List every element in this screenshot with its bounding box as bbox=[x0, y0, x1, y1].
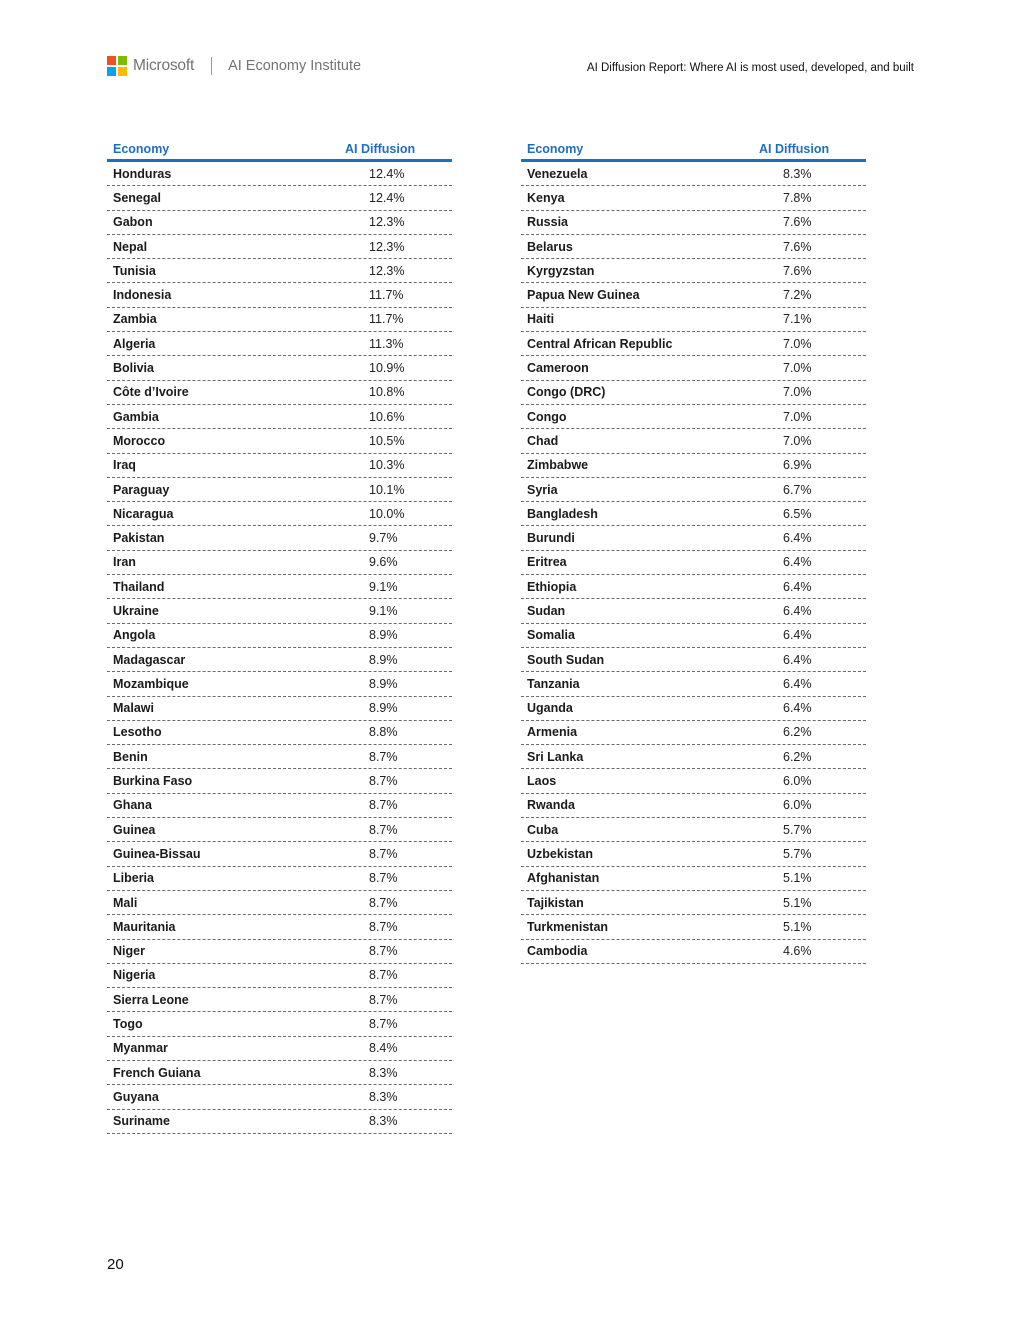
table-row bbox=[521, 356, 866, 380]
diffusion-value: 12.4% bbox=[369, 190, 405, 205]
table-row bbox=[107, 818, 452, 842]
table-row bbox=[521, 624, 866, 648]
economy-name: Venezuela bbox=[527, 166, 588, 181]
table-row bbox=[107, 259, 452, 283]
table-row bbox=[107, 332, 452, 356]
diffusion-value: 12.4% bbox=[369, 166, 405, 181]
table-row bbox=[521, 818, 866, 842]
diffusion-value: 8.4% bbox=[369, 1041, 398, 1056]
economy-name: South Sudan bbox=[527, 652, 605, 667]
economy-name: Honduras bbox=[113, 166, 172, 181]
institute-name: AI Economy Institute bbox=[228, 58, 362, 74]
table-row bbox=[521, 721, 866, 745]
economy-name: Syria bbox=[527, 482, 558, 497]
economy-name: Côte d’Ivoire bbox=[113, 385, 189, 400]
economy-name: Niger bbox=[113, 944, 145, 959]
economy-name: Paraguay bbox=[113, 482, 170, 497]
diffusion-value: 8.7% bbox=[369, 919, 398, 934]
diffusion-value: 8.9% bbox=[369, 652, 398, 667]
table-row bbox=[521, 575, 866, 599]
economy-name: Myanmar bbox=[113, 1041, 168, 1056]
column-header-economy: Economy bbox=[113, 141, 170, 156]
economy-name: Ethiopia bbox=[527, 579, 577, 594]
diffusion-value: 7.6% bbox=[783, 215, 812, 230]
economy-name: Congo (DRC) bbox=[527, 385, 606, 400]
microsoft-squares-icon bbox=[107, 56, 127, 76]
diffusion-value: 6.2% bbox=[783, 725, 812, 740]
table-row bbox=[521, 794, 866, 818]
diffusion-value: 12.3% bbox=[369, 215, 405, 230]
economy-name: Ghana bbox=[113, 798, 152, 813]
diffusion-value: 6.4% bbox=[783, 628, 812, 643]
table-row bbox=[107, 478, 452, 502]
diffusion-value: 4.6% bbox=[783, 944, 812, 959]
diffusion-value: 7.1% bbox=[783, 312, 812, 327]
diffusion-value: 7.0% bbox=[783, 336, 812, 351]
table-row bbox=[521, 381, 866, 405]
table-row bbox=[107, 599, 452, 623]
economy-name: Pakistan bbox=[113, 531, 165, 546]
table-row bbox=[107, 283, 452, 307]
diffusion-value: 7.8% bbox=[783, 190, 812, 205]
diffusion-value: 6.9% bbox=[783, 458, 812, 473]
table-row bbox=[521, 429, 866, 453]
diffusion-value: 10.8% bbox=[369, 385, 405, 400]
table-row bbox=[107, 502, 452, 526]
column-header-diffusion: AI Diffusion bbox=[345, 141, 416, 156]
table-row bbox=[521, 915, 866, 939]
diffusion-value: 6.0% bbox=[783, 798, 812, 813]
diffusion-value: 8.3% bbox=[369, 1065, 398, 1080]
economy-name: Benin bbox=[113, 749, 148, 764]
diffusion-value: 12.3% bbox=[369, 263, 405, 278]
diffusion-value: 8.7% bbox=[369, 871, 398, 886]
economy-name: Uzbekistan bbox=[527, 846, 593, 861]
economy-name: Senegal bbox=[113, 190, 161, 205]
table-row bbox=[107, 940, 452, 964]
table-row bbox=[107, 648, 452, 672]
diffusion-value: 11.3% bbox=[369, 336, 404, 351]
diffusion-value: 8.7% bbox=[369, 968, 398, 983]
table-row bbox=[107, 794, 452, 818]
diffusion-value: 6.4% bbox=[783, 603, 812, 618]
diffusion-value: 8.7% bbox=[369, 944, 398, 959]
economy-name: Cuba bbox=[527, 822, 559, 837]
table-row bbox=[521, 745, 866, 769]
economy-name: Mali bbox=[113, 895, 138, 910]
table-row bbox=[107, 867, 452, 891]
economy-name: Rwanda bbox=[527, 798, 575, 813]
economy-name: Burundi bbox=[527, 531, 575, 546]
economy-name: Guinea bbox=[113, 822, 156, 837]
page-header bbox=[0, 0, 1020, 100]
table-row bbox=[107, 1012, 452, 1036]
table-row bbox=[107, 769, 452, 793]
table-row bbox=[107, 745, 452, 769]
table-row bbox=[521, 502, 866, 526]
table-row bbox=[107, 672, 452, 696]
economy-name: Russia bbox=[527, 215, 568, 230]
economy-name: Guinea-Bissau bbox=[113, 846, 201, 861]
diffusion-value: 5.7% bbox=[783, 822, 812, 837]
diffusion-value: 5.1% bbox=[783, 895, 812, 910]
diffusion-value: 6.2% bbox=[783, 749, 812, 764]
table-row bbox=[521, 842, 866, 866]
economy-name: Kyrgyzstan bbox=[527, 263, 595, 278]
table-row bbox=[107, 697, 452, 721]
diffusion-value: 8.7% bbox=[369, 798, 398, 813]
economy-name: Morocco bbox=[113, 433, 166, 448]
table-row bbox=[107, 842, 452, 866]
economy-name: Angola bbox=[113, 628, 156, 643]
diffusion-value: 8.7% bbox=[369, 749, 398, 764]
table-row bbox=[107, 356, 452, 380]
table-row bbox=[521, 867, 866, 891]
economy-name: Belarus bbox=[527, 239, 573, 254]
economy-name: Cambodia bbox=[527, 944, 588, 959]
diffusion-table-right bbox=[521, 138, 866, 964]
economy-name: Algeria bbox=[113, 336, 156, 351]
economy-name: Tanzania bbox=[527, 676, 580, 691]
economy-name: Uganda bbox=[527, 701, 573, 716]
diffusion-value: 8.7% bbox=[369, 822, 398, 837]
table-row bbox=[107, 211, 452, 235]
table-row bbox=[521, 186, 866, 210]
table-row bbox=[107, 1061, 452, 1085]
economy-name: Laos bbox=[527, 774, 557, 789]
diffusion-value: 6.7% bbox=[783, 482, 812, 497]
diffusion-value: 10.0% bbox=[369, 506, 405, 521]
diffusion-value: 6.4% bbox=[783, 676, 812, 691]
economy-name: Indonesia bbox=[113, 288, 172, 303]
table-row bbox=[107, 186, 452, 210]
economy-name: Bolivia bbox=[113, 361, 154, 376]
diffusion-value: 6.0% bbox=[783, 774, 812, 789]
diffusion-value: 9.7% bbox=[369, 531, 398, 546]
diffusion-value: 8.3% bbox=[369, 1089, 398, 1104]
economy-name: Nicaragua bbox=[113, 506, 174, 521]
table-header bbox=[521, 138, 866, 162]
table-row bbox=[107, 381, 452, 405]
table-row bbox=[107, 308, 452, 332]
economy-name: Sierra Leone bbox=[113, 992, 189, 1007]
economy-name: Mozambique bbox=[113, 676, 189, 691]
diffusion-value: 10.5% bbox=[369, 433, 405, 448]
table-body bbox=[107, 162, 452, 1134]
diffusion-value: 9.1% bbox=[369, 579, 398, 594]
economy-name: Iraq bbox=[113, 458, 136, 473]
diffusion-value: 8.3% bbox=[783, 166, 812, 181]
diffusion-value: 6.4% bbox=[783, 555, 812, 570]
column-header-economy: Economy bbox=[527, 141, 584, 156]
diffusion-value: 7.0% bbox=[783, 409, 812, 424]
table-row bbox=[521, 648, 866, 672]
report-title: AI Diffusion Report: Where AI is most used, developed, and built bbox=[586, 62, 914, 74]
economy-name: Madagascar bbox=[113, 652, 186, 667]
table-row bbox=[107, 235, 452, 259]
table-row bbox=[107, 575, 452, 599]
diffusion-value: 8.7% bbox=[369, 774, 398, 789]
diffusion-value: 11.7% bbox=[369, 312, 404, 327]
economy-name: Zambia bbox=[113, 312, 157, 327]
economy-name: Liberia bbox=[113, 871, 154, 886]
economy-name: Suriname bbox=[113, 1114, 170, 1129]
table-row bbox=[521, 697, 866, 721]
economy-name: Ukraine bbox=[113, 603, 159, 618]
column-header-diffusion: AI Diffusion bbox=[759, 141, 830, 156]
diffusion-value: 6.4% bbox=[783, 579, 812, 594]
table-row bbox=[521, 308, 866, 332]
table-row bbox=[107, 551, 452, 575]
diffusion-value: 6.4% bbox=[783, 531, 812, 546]
economy-name: Kenya bbox=[527, 190, 565, 205]
table-row bbox=[521, 769, 866, 793]
economy-name: Afghanistan bbox=[527, 871, 600, 886]
diffusion-value: 8.9% bbox=[369, 676, 398, 691]
economy-name: Cameroon bbox=[527, 361, 589, 376]
diffusion-table-left bbox=[107, 138, 452, 1134]
economy-name: Sudan bbox=[527, 603, 566, 618]
table-row bbox=[521, 599, 866, 623]
economy-name: Nigeria bbox=[113, 968, 156, 983]
diffusion-value: 7.0% bbox=[783, 433, 812, 448]
diffusion-value: 8.7% bbox=[369, 1017, 398, 1032]
diffusion-value: 8.7% bbox=[369, 992, 398, 1007]
diffusion-value: 6.5% bbox=[783, 506, 812, 521]
diffusion-value: 7.0% bbox=[783, 361, 812, 376]
economy-name: Turkmenistan bbox=[527, 919, 609, 934]
table-row bbox=[107, 624, 452, 648]
diffusion-value: 5.7% bbox=[783, 846, 812, 861]
table-row bbox=[521, 283, 866, 307]
table-row bbox=[107, 891, 452, 915]
table-row bbox=[521, 454, 866, 478]
diffusion-value: 10.6% bbox=[369, 409, 405, 424]
table-row bbox=[107, 1110, 452, 1134]
diffusion-value: 5.1% bbox=[783, 871, 812, 886]
diffusion-value: 9.1% bbox=[369, 603, 398, 618]
diffusion-value: 8.7% bbox=[369, 895, 398, 910]
table-row bbox=[521, 332, 866, 356]
table-header bbox=[107, 138, 452, 162]
economy-name: Burkina Faso bbox=[113, 774, 193, 789]
economy-name: Togo bbox=[113, 1017, 143, 1032]
economy-name: Central African Republic bbox=[527, 336, 673, 351]
economy-name: Mauritania bbox=[113, 919, 176, 934]
table-row bbox=[107, 1085, 452, 1109]
table-row bbox=[521, 405, 866, 429]
economy-name: Sri Lanka bbox=[527, 749, 584, 764]
economy-name: Thailand bbox=[113, 579, 165, 594]
economy-name: Tunisia bbox=[113, 263, 156, 278]
diffusion-value: 8.8% bbox=[369, 725, 398, 740]
brand-name: Microsoft bbox=[133, 57, 195, 74]
economy-name: Gambia bbox=[113, 409, 159, 424]
diffusion-value: 8.9% bbox=[369, 628, 398, 643]
economy-name: Somalia bbox=[527, 628, 575, 643]
diffusion-value: 10.9% bbox=[369, 361, 405, 376]
table-row bbox=[107, 405, 452, 429]
economy-name: Tajikistan bbox=[527, 895, 584, 910]
economy-name: Chad bbox=[527, 433, 559, 448]
table-row bbox=[107, 162, 452, 186]
table-row bbox=[107, 454, 452, 478]
table-row bbox=[521, 551, 866, 575]
table-row bbox=[521, 478, 866, 502]
table-row bbox=[521, 211, 866, 235]
economy-name: Guyana bbox=[113, 1089, 159, 1104]
diffusion-value: 7.0% bbox=[783, 385, 812, 400]
diffusion-value: 6.4% bbox=[783, 652, 812, 667]
diffusion-value: 9.6% bbox=[369, 555, 398, 570]
economy-name: Iran bbox=[113, 555, 136, 570]
economy-name: French Guiana bbox=[113, 1065, 201, 1080]
table-row bbox=[521, 235, 866, 259]
diffusion-value: 8.3% bbox=[369, 1114, 398, 1129]
economy-name: Haiti bbox=[527, 312, 555, 327]
economy-name: Papua New Guinea bbox=[527, 288, 640, 303]
diffusion-value: 7.2% bbox=[783, 288, 812, 303]
table-row bbox=[107, 964, 452, 988]
page-number: 20 bbox=[107, 1256, 124, 1273]
microsoft-logo bbox=[107, 56, 361, 76]
economy-name: Armenia bbox=[527, 725, 578, 740]
table-row bbox=[521, 891, 866, 915]
table-row bbox=[521, 940, 866, 964]
diffusion-value: 10.3% bbox=[369, 458, 405, 473]
logo-divider bbox=[211, 57, 212, 75]
table-row bbox=[107, 429, 452, 453]
diffusion-value: 7.6% bbox=[783, 263, 812, 278]
economy-name: Congo bbox=[527, 409, 567, 424]
diffusion-value: 11.7% bbox=[369, 288, 404, 303]
table-row bbox=[521, 526, 866, 550]
table-row bbox=[107, 721, 452, 745]
economy-name: Bangladesh bbox=[527, 506, 598, 521]
table-row bbox=[107, 1037, 452, 1061]
economy-name: Lesotho bbox=[113, 725, 162, 740]
economy-name: Gabon bbox=[113, 215, 153, 230]
table-body bbox=[521, 162, 866, 964]
diffusion-value: 10.1% bbox=[369, 482, 405, 497]
table-row bbox=[521, 259, 866, 283]
diffusion-value: 7.6% bbox=[783, 239, 812, 254]
diffusion-value: 8.7% bbox=[369, 846, 398, 861]
diffusion-value: 8.9% bbox=[369, 701, 398, 716]
economy-name: Eritrea bbox=[527, 555, 567, 570]
table-row bbox=[521, 162, 866, 186]
table-row bbox=[107, 988, 452, 1012]
diffusion-value: 6.4% bbox=[783, 701, 812, 716]
economy-name: Zimbabwe bbox=[527, 458, 589, 473]
table-row bbox=[107, 915, 452, 939]
diffusion-value: 5.1% bbox=[783, 919, 812, 934]
economy-name: Malawi bbox=[113, 701, 154, 716]
table-row bbox=[107, 526, 452, 550]
economy-name: Nepal bbox=[113, 239, 148, 254]
table-row bbox=[521, 672, 866, 696]
diffusion-value: 12.3% bbox=[369, 239, 405, 254]
